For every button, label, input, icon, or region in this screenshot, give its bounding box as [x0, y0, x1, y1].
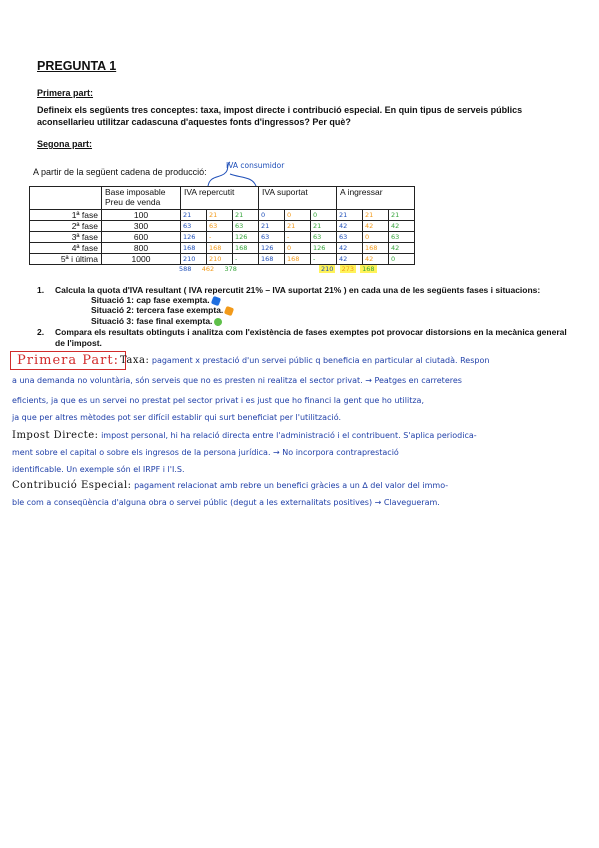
item2-text: Compara els resultats obtinguts i analitza com l'existència de fases exemptes pot provocar distorsions en la mecànica general de l'impost. [55, 327, 567, 348]
ing-cell: 42 [337, 254, 363, 265]
ing-cell: 0 [389, 254, 415, 265]
sup-cell: 21 [311, 221, 337, 232]
base-cell: 800 [102, 243, 181, 254]
taxa-line-3: eficients, ja que es un servei no prestat pel sector privat i es just que ho financi la gent que ho utilitza, [12, 396, 424, 405]
primera-part-heading: Primera part: [37, 88, 94, 98]
table-row [30, 254, 415, 265]
sup-cell: 63 [311, 232, 337, 243]
fase-cell: 4ª fase [30, 243, 102, 254]
contrib-term: Contribució Especial: [12, 480, 132, 491]
total-rep-2: 462 [201, 265, 215, 273]
primera-part-handwritten: Primera Part: [10, 351, 126, 370]
sup-cell: 168 [259, 254, 285, 265]
situation-1-label: Situació 1: cap fase exempta. [91, 295, 210, 305]
contrib-text-1: pagament relacionat amb rebre un benefici gràcies a un ∆ del valor del immo- [134, 481, 449, 490]
impost-line-2: ment sobre el capital o sobre els ingresos de la persona jurídica. → No incorpora contraprestació [12, 448, 399, 457]
sup-cell: 168 [285, 254, 311, 265]
totals-ingressar [319, 265, 377, 273]
rep-cell: 63 [181, 221, 207, 232]
impost-term: Impost Directe: [12, 430, 99, 441]
base-cell: 1000 [102, 254, 181, 265]
sup-cell: 63 [259, 232, 285, 243]
header-iva-suportat: IVA suportat [259, 187, 337, 210]
table-row [30, 232, 415, 243]
fase-cell: 3ª fase [30, 232, 102, 243]
rep-cell: 168 [233, 243, 259, 254]
fase-cell: 2ª fase [30, 221, 102, 232]
taxa-line-2: a una demanda no voluntària, són serveis que no es presten ni realitza el sector privat. → Peatges en carreteres [12, 376, 462, 385]
ing-cell: 42 [363, 221, 389, 232]
taxa-line-4: ja que per altres mètodes pot ser difícil establir qui surt beneficiat per l'utilització. [12, 413, 342, 422]
total-rep-1: 588 [179, 265, 192, 273]
rep-cell: 126 [181, 232, 207, 243]
ing-cell: 63 [389, 232, 415, 243]
ing-cell: 63 [337, 232, 363, 243]
situation-2 [91, 305, 233, 316]
segona-part-heading: Segona part: [37, 139, 93, 149]
item1-text: Calcula la quota d'IVA resultant ( IVA repercutit 21% – IVA suportat 21% ) en cada una de les següents fases i situacions: [55, 285, 541, 295]
sup-cell: - [311, 254, 337, 265]
ing-cell: 21 [363, 210, 389, 221]
table-row [30, 210, 415, 221]
sup-cell: 126 [311, 243, 337, 254]
impost-line-1 [12, 430, 597, 441]
orange-marker-icon [224, 306, 234, 316]
ing-cell: 42 [389, 243, 415, 254]
ing-cell: 42 [337, 243, 363, 254]
sup-cell: - [285, 232, 311, 243]
sup-cell: 0 [311, 210, 337, 221]
sup-cell: 21 [259, 221, 285, 232]
ing-cell: 42 [389, 221, 415, 232]
iva-consumidor-note: IVA consumidor [226, 161, 285, 170]
ing-cell: 21 [337, 210, 363, 221]
total-ing-2: 273 [341, 265, 354, 273]
base-cell: 100 [102, 210, 181, 221]
rep-cell: 126 [233, 232, 259, 243]
total-ing-3: 168 [362, 265, 375, 273]
rep-cell: 21 [207, 210, 233, 221]
total-ing-1: 210 [321, 265, 334, 273]
totals-repercutit [179, 265, 237, 273]
taxa-line-1 [120, 355, 590, 366]
impost-line-3: identificable. Un exemple són el IRPF i l'I.S. [12, 465, 185, 474]
question-text: Defineix els següents tres conceptes: taxa, impost directe i contribució especial. En quin tipus de serveis públics aconsellarieu utilitzar cadascuna d'aquestes fonts d'ingressos? Per què? [37, 105, 523, 127]
table-row [30, 221, 415, 232]
table-row [30, 243, 415, 254]
impost-text-1: impost personal, hi ha relació directa entre l'administració i el contribuent. S'aplica periodica- [101, 431, 477, 440]
header-a-ingressar: A ingressar [337, 187, 415, 210]
ing-cell: 21 [389, 210, 415, 221]
situation-2-label: Situació 2: tercera fase exempta. [91, 305, 224, 315]
rep-cell: 63 [233, 221, 259, 232]
rep-cell: 21 [233, 210, 259, 221]
header-base: Base imposable Preu de venda [102, 187, 181, 210]
sup-cell: 126 [259, 243, 285, 254]
green-marker-icon [213, 317, 223, 327]
situation-3 [91, 316, 222, 327]
sup-cell: 0 [285, 210, 311, 221]
situation-3-label: Situació 3: fase final exempta. [91, 316, 213, 326]
rep-cell: 63 [207, 221, 233, 232]
item2-number: 2. [37, 327, 45, 337]
fase-cell: 1ª fase [30, 210, 102, 221]
chain-label: A partir de la següent cadena de producció: [33, 167, 207, 177]
rep-cell: 210 [207, 254, 233, 265]
rep-cell: - [233, 254, 259, 265]
item1-number: 1. [37, 285, 45, 295]
ing-cell: 42 [363, 254, 389, 265]
rep-cell: 168 [207, 243, 233, 254]
rep-cell: 21 [181, 210, 207, 221]
ing-cell: 168 [363, 243, 389, 254]
contrib-line-1 [12, 480, 597, 491]
fase-cell: 5ª i última [30, 254, 102, 265]
ing-cell: 42 [337, 221, 363, 232]
header-iva-repercutit: IVA repercutit [181, 187, 259, 210]
page-title: PREGUNTA 1 [37, 59, 117, 73]
base-cell: 300 [102, 221, 181, 232]
rep-cell: 210 [181, 254, 207, 265]
header-blank [30, 187, 102, 210]
situation-1 [91, 295, 220, 306]
contrib-line-2: ble com a conseqüència d'alguna obra o servei públic (degut a les externalitats positives) → Clavegueram. [12, 498, 440, 507]
production-table [29, 186, 415, 265]
sup-cell: 0 [259, 210, 285, 221]
taxa-term: Taxa: [120, 355, 150, 366]
total-rep-3: 378 [224, 265, 237, 273]
bracket-annotation [200, 160, 270, 188]
taxa-text-1: pagament x prestació d'un servei públic q beneficia en particular al ciutadà. Respon [151, 356, 490, 365]
rep-cell: - [207, 232, 233, 243]
base-cell: 600 [102, 232, 181, 243]
ing-cell: 0 [363, 232, 389, 243]
sup-cell: 21 [285, 221, 311, 232]
rep-cell: 168 [181, 243, 207, 254]
sup-cell: 0 [285, 243, 311, 254]
